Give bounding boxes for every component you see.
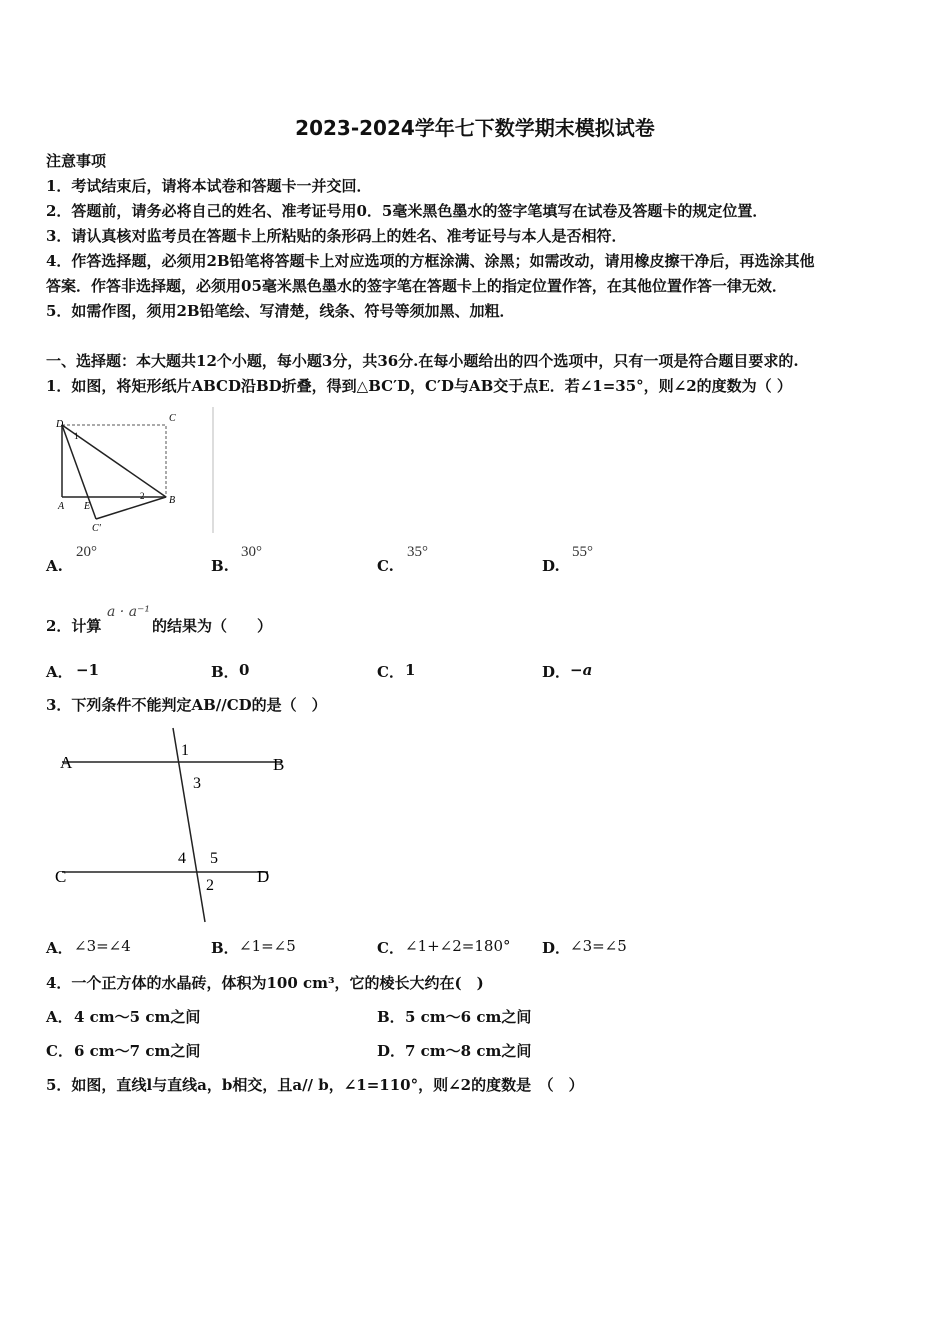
question-1-stem: 1．如图，将矩形纸片ABCD沿BD折叠，得到△BC′D，C′D与AB交于点E．若∠1=35°，则∠2的度数为（ ） xyxy=(46,377,792,395)
label-angle-5: 5 xyxy=(210,850,218,867)
q4-option-d-value: 7 cm～8 cm之间 xyxy=(405,1042,532,1060)
q2-option-b-letter: B． xyxy=(211,663,239,681)
label-d: D xyxy=(257,867,270,886)
q2-option-d-letter: D． xyxy=(542,663,571,681)
q3-option-c-value: ∠1+∠2=180° xyxy=(405,937,511,955)
q2-option-a-letter: A． xyxy=(46,663,73,681)
q4-option-a-letter: A． xyxy=(46,1008,73,1026)
side-c-prime-b xyxy=(96,497,166,519)
q4-option-c-value: 6 cm～7 cm之间 xyxy=(74,1042,201,1060)
note-item: 5．如需作图，须用2B铅笔绘、写清楚，线条、符号等须加黑、加粗． xyxy=(46,302,515,320)
side-dc-prime xyxy=(62,425,96,519)
question-5-stem: 5．如图，直线l与直线a，b相交，且a// b，∠1=110°，则∠2的度数是 （ ） xyxy=(46,1076,584,1094)
q3-option-c-letter: C． xyxy=(377,939,404,957)
question-4-stem: 4．一个正方体的水晶砖，体积为100 cm³，它的棱长大约在( ) xyxy=(46,974,484,992)
label-angle-2: 2 xyxy=(206,877,214,894)
question-1-figure xyxy=(50,405,220,535)
note-item: 4．作答选择题，必须用2B铅笔将答题卡上对应选项的方框涂满、涂黑；如需改动，请用橡皮擦干净后，再选涂其他 xyxy=(46,252,815,270)
q1-option-d-value: 55° xyxy=(572,544,593,560)
page-title: 2023-2024学年七下数学期末模拟试卷 xyxy=(295,116,655,140)
q3-option-a-value: ∠3=∠4 xyxy=(74,937,131,955)
q4-option-b-letter: B． xyxy=(377,1008,405,1026)
note-item: 答案．作答非选择题，必须用05毫米黑色墨水的签字笔在答题卡上的指定位置作答，在其他位置作答一律无效． xyxy=(46,277,787,295)
label-a: A xyxy=(60,753,73,772)
q2-option-a-value: −1 xyxy=(76,661,100,679)
q4-option-b-value: 5 cm～6 cm之间 xyxy=(405,1008,532,1026)
label-angle-1: 1 xyxy=(74,431,79,441)
label-b: B xyxy=(273,755,285,774)
q3-option-d-letter: D． xyxy=(542,939,571,957)
question-3-stem: 3．下列条件不能判定AB//CD的是（ ） xyxy=(46,696,327,714)
q1-option-b-value: 30° xyxy=(241,544,262,560)
q1-option-a-letter: A. xyxy=(46,557,63,575)
label-c: C xyxy=(169,413,176,424)
note-item: 3．请认真核对监考员在答题卡上所粘贴的条形码上的姓名、准考证号与本人是否相符． xyxy=(46,227,627,245)
notes-heading: 注意事项 xyxy=(46,152,107,170)
q1-option-a-value: 20° xyxy=(76,544,97,560)
q1-option-c-value: 35° xyxy=(407,544,428,560)
q4-option-c-letter: C． xyxy=(46,1042,73,1060)
label-c: C xyxy=(55,867,67,886)
note-item: 1．考试结束后，请将本试卷和答题卡一并交回． xyxy=(46,177,372,195)
section-heading: 一、选择题：本大题共12个小题，每小题3分，共36分.在每小题给出的四个选项中，只有一项是符合题目要求的. xyxy=(46,352,799,370)
label-angle-2: 2 xyxy=(140,491,145,501)
q1-option-b-letter: B. xyxy=(211,557,229,575)
label-angle-1: 1 xyxy=(181,742,189,759)
label-angle-4: 4 xyxy=(178,850,186,867)
question-2-stem-post: 的结果为（ ） xyxy=(152,617,273,635)
q3-option-d-value: ∠3=∠5 xyxy=(570,937,627,955)
q3-option-a-letter: A． xyxy=(46,939,73,957)
label-angle-3: 3 xyxy=(193,775,201,792)
label-b: B xyxy=(169,495,176,506)
q3-option-b-value: ∠1=∠5 xyxy=(239,937,296,955)
note-item: 2．答题前，请务必将自己的姓名、准考证号用0．5毫米黑色墨水的签字笔填写在试卷及答题卡的规定位置． xyxy=(46,202,768,220)
label-a: A xyxy=(58,501,65,512)
q3-option-b-letter: B． xyxy=(211,939,239,957)
q2-option-c-letter: C． xyxy=(377,663,404,681)
q2-option-c-value: 1 xyxy=(405,661,416,679)
transversal xyxy=(173,728,205,922)
q2-option-b-value: 0 xyxy=(239,661,250,679)
label-e: E xyxy=(84,501,91,512)
label-c-prime: C' xyxy=(92,523,101,534)
q2-option-d-value: −a xyxy=(570,661,593,679)
q1-option-d-letter: D. xyxy=(542,557,560,575)
q4-option-a-value: 4 cm～5 cm之间 xyxy=(74,1008,201,1026)
question-3-figure xyxy=(50,724,290,929)
q4-option-d-letter: D． xyxy=(377,1042,406,1060)
q1-option-c-letter: C. xyxy=(377,557,394,575)
question-2-stem-pre: 2．计算 xyxy=(46,617,102,635)
question-2-expression: a · a⁻¹ xyxy=(107,604,151,620)
label-d: D xyxy=(56,419,64,430)
